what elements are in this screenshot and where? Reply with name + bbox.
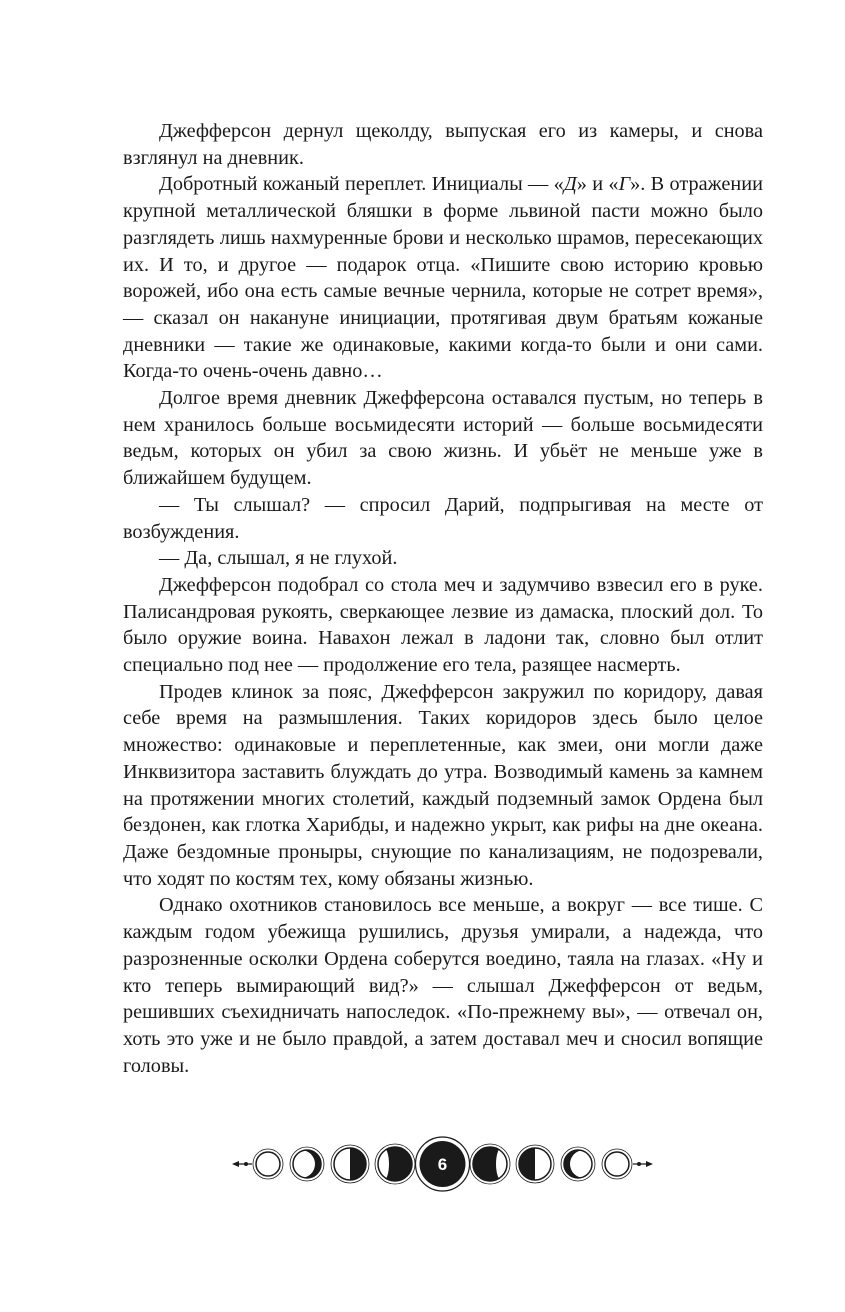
paragraph-2-part-a: Добротный кожаный переплет. Инициалы — « [159,173,564,196]
moon-phase-footer [230,1132,655,1196]
paragraph-4: — Ты слышал? — спросил Дарий, подпрыгивая на месте от возбуждения. [123,493,763,543]
body-text [123,118,763,1079]
arrow-left-icon [232,1161,252,1167]
full-moon-right-icon [602,1149,632,1179]
waxing-gibbous-icon [375,1144,415,1184]
paragraph-2-part-c: ». В отражении крупной металлической бляшки в форме львиной пасти можно было разглядеть лишь нахмуренные брови и несколько шрамов, пересекающих их. И то, и другое — подарок отца. «Пишите свою историю кровью ворожей, ибо она есть самые вечные чернила, которые не сотрет время», — сказал он накануне инициации, протягивая двум братьям кожаные дневники — такие же одинаковые, какими когда-то были и они сами. Когда-то очень-очень давно… [123,173,763,383]
paragraph-3: Долгое время дневник Джефферсона оставался пустым, но теперь в нем хранилось больше восьмидесяти историй — больше восьмидесяти ведьм, которых он убил за свою жизнь. И убьёт не меньше уже в ближайшем будущем. [123,387,763,490]
paragraph-1: Джефферсон дернул щеколду, выпуская его из камеры, и снова взглянул на дневник. [123,120,763,169]
first-quarter-icon [331,1145,369,1183]
arrow-right-icon [633,1161,653,1167]
initial-d: Д [563,173,577,196]
last-quarter-icon [516,1145,554,1183]
waxing-crescent-icon [287,1147,324,1181]
paragraph-2-part-b: » и « [576,173,619,196]
page-number: 6 [437,1155,448,1174]
page-number-badge [416,1137,470,1191]
paragraph-5: — Да, слышал, я не глухой. [159,547,398,570]
waning-crescent-icon [561,1147,598,1181]
initial-g: Г [618,173,631,196]
paragraph-7: Продев клинок за пояс, Джефферсон закружил по коридору, давая себе время на размышления. Таких коридоров здесь было целое множество: одинаковые и переплетенные, как змеи, они могли даже Инквизитора заставить блуждать до утра. Возводимый камень за камнем на протяжении многих столетий, каждый подземный замок Ордена был бездонен, как глотка Харибды, и надежно укрыт, как рифы на дне океана. Даже бездомные проныры, снующие по канализациям, не подозревали, что ходят по костям тех, кому обязаны жизнью. [123,680,763,890]
paragraph-2 [123,171,763,385]
paragraph-8: Однако охотников становилось все меньше, а вокруг — все тише. С каждым годом убежища рушились, друзья умирали, а надежда, что разрозненные осколки Ордена соберутся воедино, таяла на глазах. «Ну и кто теперь вымирающий вид?» — слышал Джефферсон от ведьм, решивших съехидничать напоследок. «По-прежнему вы», — отвечал он, хоть это уже и не было правдой, а затем доставал меч и сносил вопящие головы. [123,894,763,1077]
paragraph-6: Джефферсон подобрал со стола меч и задумчиво взвесил его в руке. Палисандровая рукоять, сверкающее лезвие из дамаска, плоский дол. То было оружие воина. Навахон лежал в ладони так, словно был отлит специально под нее — продолжение его тела, разящее насмерть. [123,573,763,677]
waning-gibbous-icon [470,1144,510,1184]
full-moon-icon [253,1149,283,1179]
